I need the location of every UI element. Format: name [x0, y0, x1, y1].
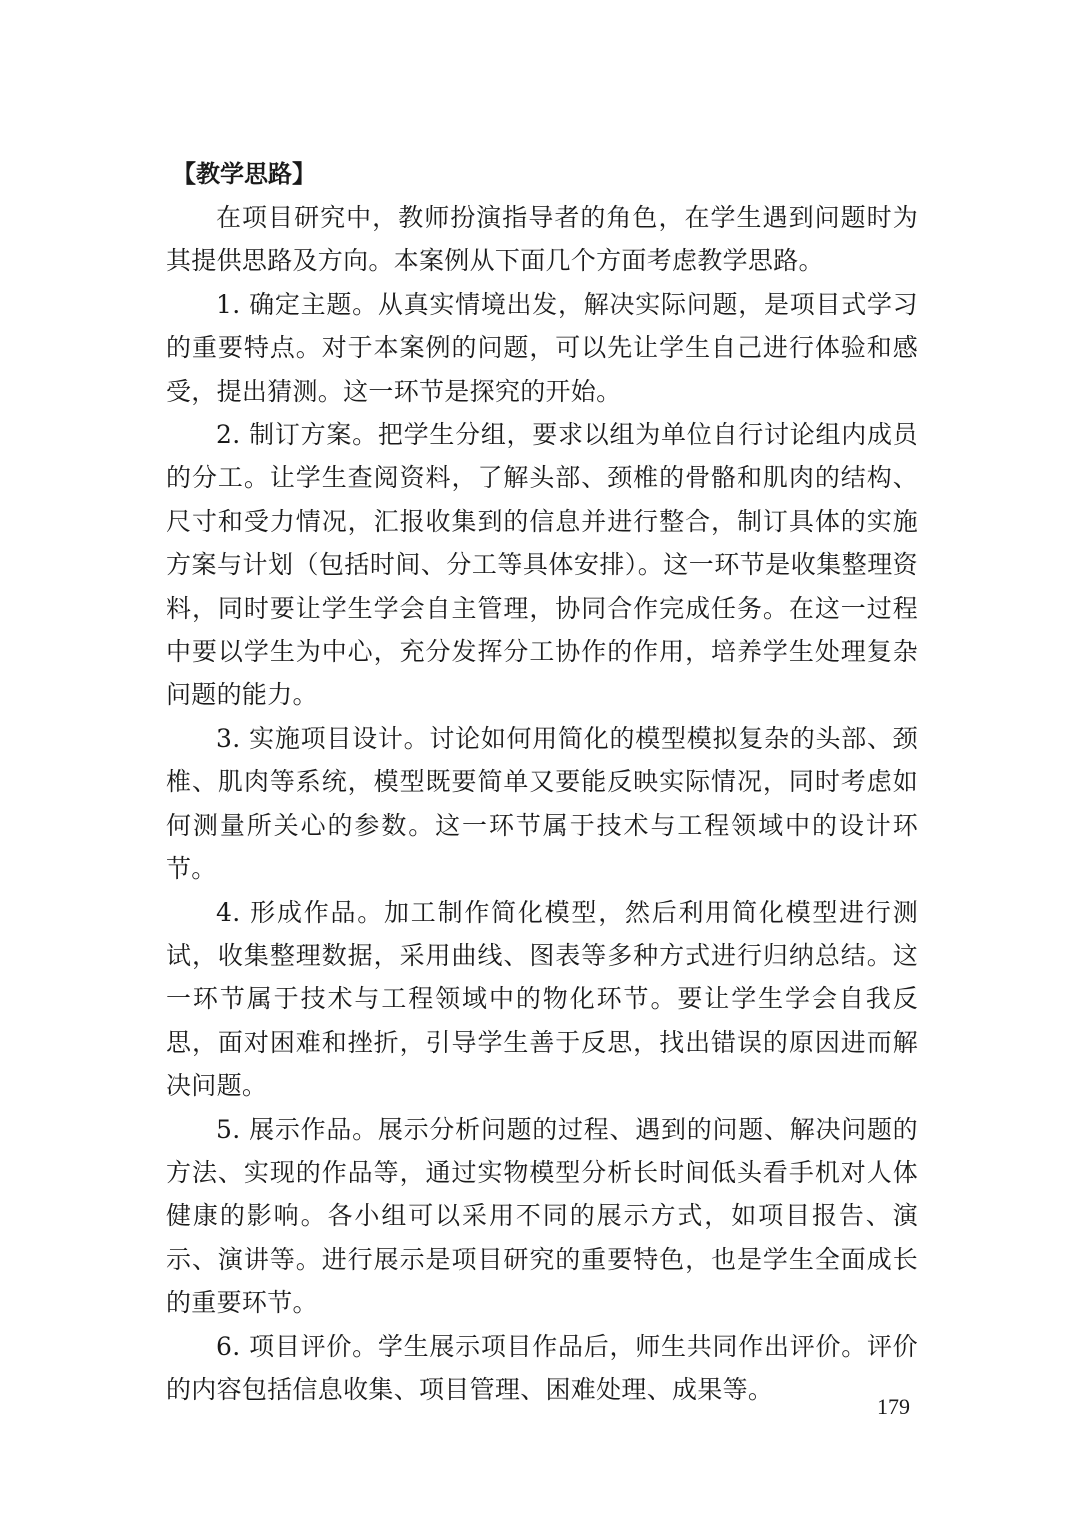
paragraph-step-3: 3. 实施项目设计。讨论如何用简化的模型模拟复杂的头部、颈椎、肌肉等系统，模型既要简单又要能反映实际情况，同时考虑如何测量所关心的参数。这一环节属于技术与工程领域中的设计环节。: [166, 723, 918, 884]
paragraph-step-2: 2. 制订方案。把学生分组，要求以组为单位自行讨论组内成员的分工。让学生查阅资料，了解头部、颈椎的骨骼和肌肉的结构、尺寸和受力情况，汇报收集到的信息并进行整合，制订具体的实施方案与计划（包括时间、分工等具体安排）。这一环节是收集整理资料，同时要让学生学会自主管理，协同合作完成任务。在这一过程中要以学生为中心，充分发挥分工协作的作用，培养学生处理复杂问题的能力。: [166, 420, 918, 710]
section-heading: 【教学思路】: [172, 160, 316, 188]
page-body: [166, 152, 918, 1411]
paragraph-intro: 在项目研究中，教师扮演指导者的角色，在学生遇到问题时为其提供思路及方向。本案例从下面几个方面考虑教学思路。: [166, 203, 918, 276]
paragraph-step-1: 1. 确定主题。从真实情境出发，解决实际问题，是项目式学习的重要特点。对于本案例的问题，可以先让学生自己进行体验和感受，提出猜测。这一环节是探究的开始。: [166, 289, 918, 406]
paragraph-step-5: 5. 展示作品。展示分析问题的过程、遇到的问题、解决问题的方法、实现的作品等，通过实物模型分析长时间低头看手机对人体健康的影响。各小组可以采用不同的展示方式，如项目报告、演示、演讲等。进行展示是项目研究的重要特色，也是学生全面成长的重要环节。: [166, 1114, 918, 1318]
paragraph-step-6: 6. 项目评价。学生展示项目作品后，师生共同作出评价。评价的内容包括信息收集、项目管理、困难处理、成果等。: [166, 1331, 918, 1404]
page-number: 179: [877, 1394, 910, 1419]
paragraph-step-4: 4. 形成作品。加工制作简化模型，然后利用简化模型进行测试，收集整理数据，采用曲线、图表等多种方式进行归纳总结。这一环节属于技术与工程领域中的物化环节。要让学生学会自我反思，面对困难和挫折，引导学生善于反思，找出错误的原因进而解决问题。: [166, 897, 918, 1101]
